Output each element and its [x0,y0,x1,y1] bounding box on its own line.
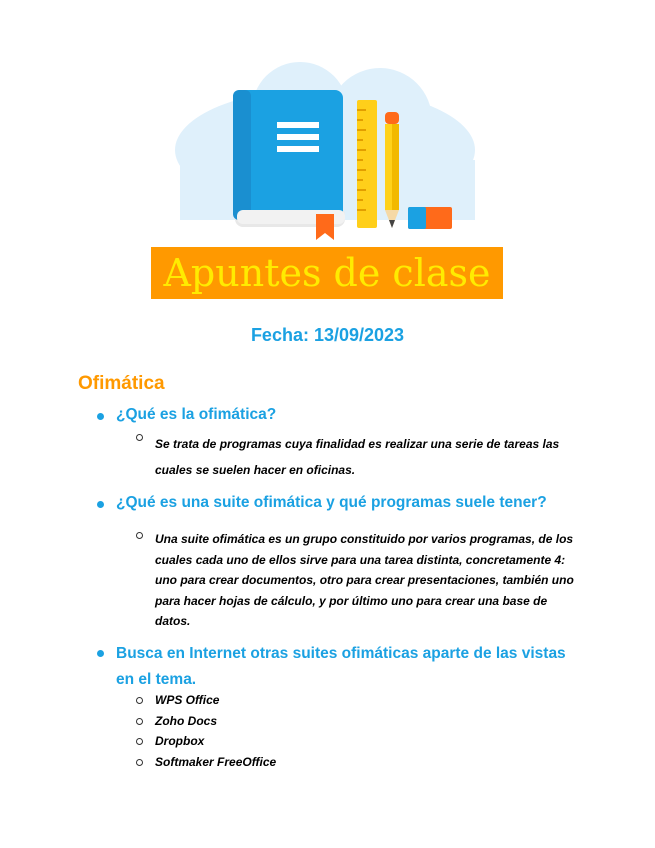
bullet-dot-icon [97,650,104,657]
answer-text: Se trata de programas cuya finalidad es realizar una serie de tareas las cuales se suelen hacer en oficinas. [155,437,560,477]
answer-text: Una suite ofimática es un grupo constituido por varios programas, de los cuales cada uno de ellos sirve para una tarea distinta, concretamente 4: uno para crear documentos, otro para crear presentaciones, también uno para hacer hojas de cálculo, y por último uno para crear una base de datos. [155,532,574,628]
bullet-circle-icon [136,532,143,539]
title-banner [151,247,503,299]
pencil-icon [385,112,399,228]
question-text: Busca en Internet otras suites ofimáticas aparte de las vistas en el tema. [116,645,566,688]
bullet-circle-icon [136,718,143,725]
question-item [116,494,547,512]
book-icon [233,90,345,240]
bookmark-icon [316,214,334,240]
list-item [155,711,276,732]
section-title: Ofimática [78,373,165,394]
question-item [116,406,276,424]
list-item-text: Dropbox [155,734,205,748]
bullet-circle-icon [136,434,143,441]
header-illustration [0,0,655,250]
list-item-text: Softmaker FreeOffice [155,754,277,769]
bullet-circle-icon [136,738,143,745]
bullet-dot-icon [97,501,104,508]
list-item-text: Zoho Docs [155,713,217,728]
list-item-text: WPS Office [155,693,220,707]
date-label: Fecha: 13/09/2023 [250,325,405,345]
list-item [155,731,276,752]
bullet-circle-icon [136,697,143,704]
ruler-icon [357,100,377,228]
answer-item [155,529,575,632]
list-item [155,690,276,711]
bullet-dot-icon [97,413,104,420]
page-title: Apuntes de clase [163,251,491,295]
eraser-icon [408,207,452,229]
list-item [155,752,276,773]
bullet-circle-icon [136,759,143,766]
suites-list [155,690,276,772]
question-item [116,641,586,693]
question-text: ¿Qué es una suite ofimática y qué programas suele tener? [116,494,547,511]
question-text: ¿Qué es la ofimática? [116,406,277,423]
answer-item [155,431,585,483]
